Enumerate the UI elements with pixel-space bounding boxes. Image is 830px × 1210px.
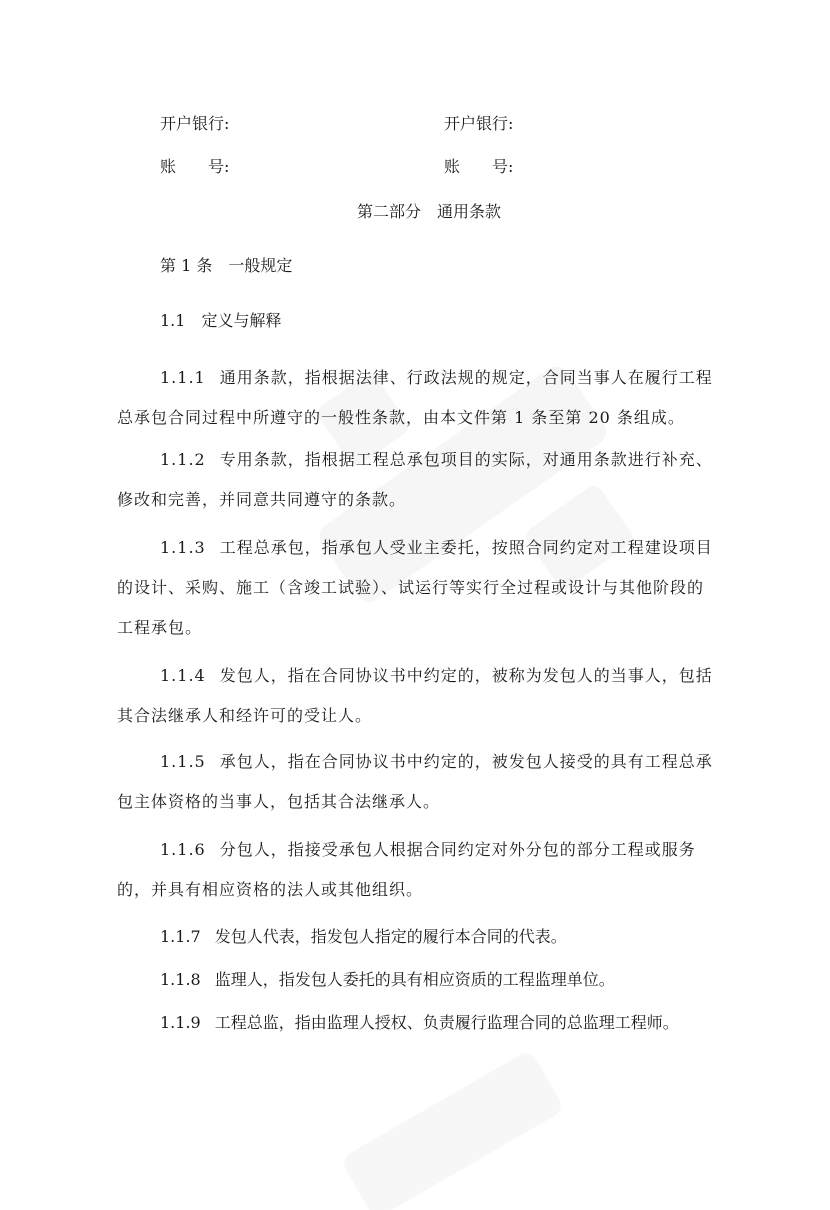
clause-text: 发包人，指在合同协议书中约定的，被称为发包人的当事人，包括其合法继承人和经许可的受让人。 — [117, 666, 713, 725]
clause-number: 1.1.4 — [160, 666, 206, 685]
account-label-left: 账 号: — [160, 157, 230, 176]
clause-text: 发包人代表，指发包人指定的履行本合同的代表。 — [214, 927, 567, 946]
clause-number: 1.1.1 — [160, 368, 206, 387]
clause-text: 承包人，指在合同协议书中约定的，被发包人接受的具有工程总承包主体资格的当事人，包括其合法继承人。 — [117, 752, 713, 811]
clause-number: 1.1.7 — [160, 927, 201, 946]
article-title: 第 1 条 一般规定 — [160, 256, 293, 275]
part-title: 第二部分 通用条款 — [357, 202, 502, 221]
clause-1-1-4 — [117, 656, 717, 736]
clause-text: 分包人，指接受承包人根据合同约定对外分包的部分工程或服务的，并具有相应资格的法人或其他组织。 — [117, 840, 696, 899]
section-title: 1.1 定义与解释 — [160, 311, 282, 330]
clause-text: 通用条款，指根据法律、行政法规的规定，合同当事人在履行工程总承包合同过程中所遵守的一般性条款，由本文件第 1 条至第 20 条组成。 — [117, 368, 713, 427]
clause-number: 1.1.2 — [160, 450, 206, 469]
clause-text: 监理人，指发包人委托的具有相应资质的工程监理单位。 — [214, 970, 615, 989]
clause-1-1-9 — [117, 1003, 717, 1043]
clause-1-1-7 — [117, 917, 717, 957]
bank-label-right: 开户银行: — [444, 114, 514, 133]
bank-label-left: 开户银行: — [160, 114, 230, 133]
clause-number: 1.1.6 — [160, 840, 206, 859]
clause-1-1-6 — [117, 830, 717, 910]
clause-1-1-1 — [117, 358, 717, 438]
clause-number: 1.1.3 — [160, 538, 206, 557]
clause-1-1-5 — [117, 742, 717, 822]
clause-text: 工程总监，指由监理人授权、负责履行监理合同的总监理工程师。 — [214, 1013, 679, 1032]
account-label-right: 账 号: — [444, 157, 514, 176]
clause-text: 工程总承包，指承包人受业主委托，按照合同约定对工程建设项目的设计、采购、施工（含竣工试验）、试运行等实行全过程或设计与其他阶段的工程承包。 — [117, 538, 713, 637]
clause-text: 专用条款，指根据工程总承包项目的实际，对通用条款进行补充、修改和完善，并同意共同遵守的条款。 — [117, 450, 713, 509]
clause-1-1-3 — [117, 528, 717, 648]
clause-1-1-8 — [117, 960, 717, 1000]
clause-number: 1.1.8 — [160, 970, 201, 989]
clause-number: 1.1.9 — [160, 1013, 201, 1032]
clause-number: 1.1.5 — [160, 752, 206, 771]
clause-1-1-2 — [117, 440, 717, 520]
watermark-logo-bottom — [300, 1050, 600, 1210]
